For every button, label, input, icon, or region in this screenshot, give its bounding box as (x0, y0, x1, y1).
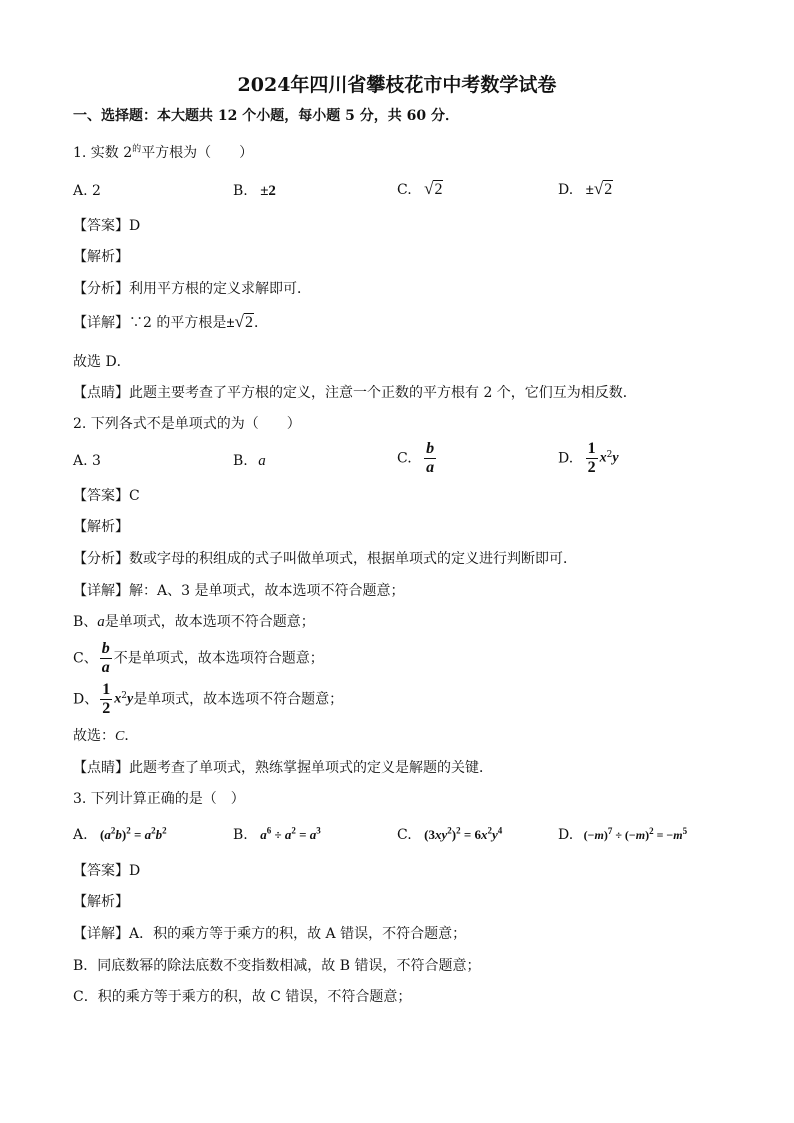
denominator: a (101, 659, 110, 676)
q1-stem-text-2: 平方根为（ ） (141, 145, 254, 161)
q3-option-a-label: A. (73, 827, 88, 843)
q2-option-c (397, 440, 438, 477)
q2-detail-b-prefix: B、 (73, 614, 98, 630)
q2-comment: 【点睛】此题考查了单项式，熟练掌握单项式的定义是解题的关键． (73, 760, 493, 776)
q2-detail-c (73, 640, 324, 677)
q2-detail-c-text: 不是单项式，故本选项符合题意； (113, 650, 324, 667)
radicand: 2 (244, 314, 253, 331)
q1-option-d (558, 179, 613, 200)
variable-y: y (612, 450, 619, 466)
variable-x: x (114, 691, 122, 707)
q3-detail-b: B．同底数幂的除法底数不变指数相减，故 B 错误，不符合题意； (73, 958, 481, 974)
numerator: b (426, 440, 435, 457)
q1-detail-end: ． (253, 315, 268, 331)
q3-detail-a: 【详解】A．积的乘方等于乘方的积，故 A 错误，不符合题意； (73, 926, 467, 942)
q3-option-d-label: D. (558, 827, 574, 843)
q1-option-c (397, 179, 443, 200)
q2-fenxi: 【分析】数或字母的积组成的式子叫做单项式，根据单项式的定义进行判断即可． (73, 551, 577, 567)
sqrt-expression: √2 (234, 312, 253, 331)
section-heading: 一、选择题：本大题共 12 个小题，每小题 5 分，共 60 分． (73, 108, 459, 124)
q2-option-b-math: a (258, 453, 266, 469)
page-title: 2024年四川省攀枝花市中考数学试卷 (237, 74, 557, 96)
q1-option-c-label: C. (397, 182, 412, 198)
q1-choose: 故选 D． (73, 354, 131, 370)
q3-option-a-expression: $(a^2b)^2 = a^2b^2$ (100, 825, 167, 842)
q3-option-c-expression: $(3xy^2)^2 = 6x^2y^4$ (424, 825, 503, 842)
numerator: 1 (102, 681, 111, 698)
q2-option-b (233, 451, 266, 471)
denominator: 2 (587, 459, 596, 476)
sqrt-expression: √2 (593, 179, 613, 198)
q3-option-c (397, 825, 502, 845)
q1-fenxi: 【分析】利用平方根的定义求解即可． (73, 281, 311, 297)
q2-choose-text: 故选： (73, 728, 115, 744)
choice-letter: C (115, 729, 125, 744)
radicand: 2 (434, 181, 443, 198)
q2-detail-d (73, 681, 343, 718)
q1-option-b-label: B. (233, 183, 248, 199)
q2-detail-b-text: 是单项式，故本选项不符合题意； (104, 614, 315, 630)
q2-option-d-label: D. (558, 450, 574, 467)
q2-detail-b (73, 612, 315, 632)
q2-detail-c-prefix: C、 (73, 650, 98, 667)
variable-y: y (126, 691, 134, 707)
variable-x: x (599, 450, 607, 466)
question-3-stem: 3. 下列计算正确的是（ ） (73, 791, 245, 807)
denominator: 2 (102, 700, 111, 717)
q1-stem-sup: 的 (132, 144, 142, 155)
q1-stem-text: 1. 实数 2 (73, 145, 133, 161)
q3-option-b (233, 825, 321, 845)
q2-option-c-label: C. (397, 450, 412, 467)
q3-analysis-heading: 【解析】 (73, 894, 129, 910)
numerator: b (101, 640, 110, 657)
plus-minus-sign: ± (585, 182, 594, 198)
q1-answer: 【答案】D (73, 218, 141, 234)
q3-detail-c: C．积的乘方等于乘方的积，故 C 错误，不符合题意； (73, 989, 412, 1005)
q3-answer: 【答案】D (73, 863, 141, 879)
q2-analysis-heading: 【解析】 (73, 519, 129, 535)
exponent: 2 (121, 690, 127, 701)
q3-option-d-expression: $(-m)^7 \div (-m)^2 = -m^5$ (583, 826, 688, 842)
q3-option-b-expression: $a^6 \div a^2 = a^3$ (260, 825, 321, 842)
denominator: a (426, 459, 435, 476)
q2-detail-a: 【详解】解：A、3 是单项式，故本选项不符合题意； (73, 583, 405, 599)
q1-option-b (233, 181, 276, 201)
q2-detail-d-prefix: D、 (73, 691, 99, 708)
q2-option-d (558, 440, 619, 477)
q1-option-b-math: ±2 (260, 183, 276, 199)
fraction (424, 440, 436, 477)
variable-a: a (97, 614, 105, 630)
q1-option-a: A. 2 (73, 183, 101, 199)
q1-option-d-label: D. (558, 182, 574, 198)
numerator: 1 (587, 440, 596, 457)
q1-analysis-heading: 【解析】 (73, 249, 129, 265)
q3-option-a (73, 825, 167, 845)
q2-choose (73, 726, 138, 747)
q1-comment: 【点睛】此题主要考查了平方根的定义，注意一个正数的平方根有 2 个，它们互为相反数． (73, 385, 637, 401)
fraction (100, 640, 112, 677)
sqrt-expression: √2 (424, 179, 443, 198)
q2-option-a: A. 3 (73, 453, 101, 469)
radicand: 2 (604, 181, 613, 198)
question-2-stem: 2. 下列各式不是单项式的为（ ） (73, 416, 301, 432)
q1-detail-text: 【详解】∵2 的平方根是 (73, 315, 227, 331)
question-1-stem (73, 143, 253, 163)
q3-option-c-label: C. (397, 827, 412, 843)
exponent: 2 (606, 449, 613, 460)
q2-option-b-label: B. (233, 453, 248, 469)
q3-option-b-label: B. (233, 827, 248, 843)
q2-detail-d-text: 是单项式，故本选项不符合题意； (133, 691, 344, 708)
q3-option-d (558, 825, 687, 845)
fraction (586, 440, 598, 477)
q2-choose-end: ． (124, 728, 139, 744)
q2-answer: 【答案】C (73, 488, 140, 504)
plus-minus-sign: ± (226, 315, 235, 331)
fraction (100, 681, 112, 718)
q1-detail (73, 312, 268, 333)
